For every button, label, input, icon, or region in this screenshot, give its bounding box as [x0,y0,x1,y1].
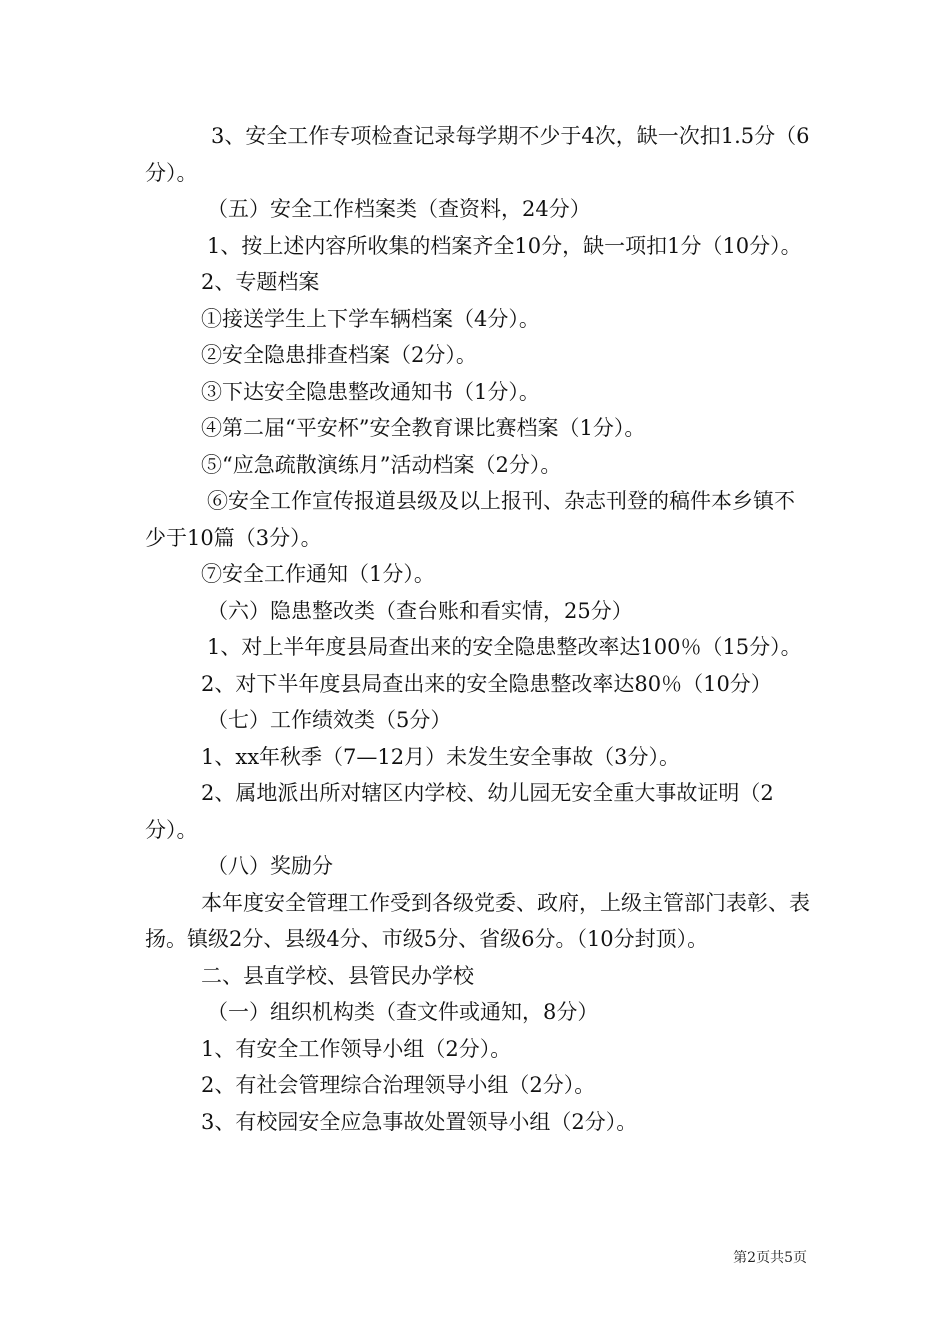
paragraph: 2、有社会管理综合治理领导小组（2分）。 [201,1073,596,1097]
list-item: ⑦安全工作通知（1分）。 [201,562,435,586]
section-heading: （五）安全工作档案类（查资料，24分） [207,197,591,221]
list-item: ④第二届“平安杯”安全教育课比赛档案（1分）。 [201,416,646,440]
list-item: ①接送学生上下学车辆档案（4分）。 [201,306,540,331]
section-heading: （八）奖励分 [207,854,333,878]
paragraph: 本年度安全管理工作受到各级党委、政府，上级主管部门表彰、表扬。镇级2分、县级4分、市级5分、省级6分。（10分封顶）。 [145,890,810,951]
paragraph: 2、对下半年度县局查出来的安全隐患整改率达80％（10分） [201,671,772,696]
paragraph: 1、按上述内容所收集的档案齐全10分，缺一项扣1分（10分）。 [207,233,802,258]
list-item: ⑥安全工作宣传报道县级及以上报刊、杂志刊登的稿件本乡镇不少于10篇（3分）。 [145,489,795,550]
paragraph: 2、专题档案 [201,270,320,294]
list-item: ②安全隐患排查档案（2分）。 [201,343,477,367]
paragraph: 2、属地派出所对辖区内学校、幼儿园无安全重大事故证明（2分）。 [145,781,774,842]
paragraph: 1、xx年秋季（7—12月）未发生安全事故（3分）。 [201,744,680,769]
section-heading: （六）隐患整改类（查台账和看实情，25分） [207,598,633,623]
paragraph: 3、安全工作专项检查记录每学期不少于4次，缺一次扣1.5分（6分）。 [145,124,810,185]
paragraph: 1、有安全工作领导小组（2分）。 [201,1036,512,1061]
section-heading: （七）工作绩效类（5分） [207,708,452,732]
paragraph: 1、对上半年度县局查出来的安全隐患整改率达100％（15分）。 [207,635,802,659]
page-number: 第2页共5页 [733,1250,807,1266]
document-body [145,118,815,1140]
section-heading: （一）组织机构类（查文件或通知，8分） [207,1000,599,1024]
list-item: ③下达安全隐患整改通知书（1分）。 [201,379,540,404]
list-item: ⑤“应急疏散演练月”活动档案（2分）。 [201,452,562,477]
paragraph: 3、有校园安全应急事故处置领导小组（2分）。 [201,1109,638,1134]
section-heading: 二、县直学校、县管民办学校 [201,963,474,988]
